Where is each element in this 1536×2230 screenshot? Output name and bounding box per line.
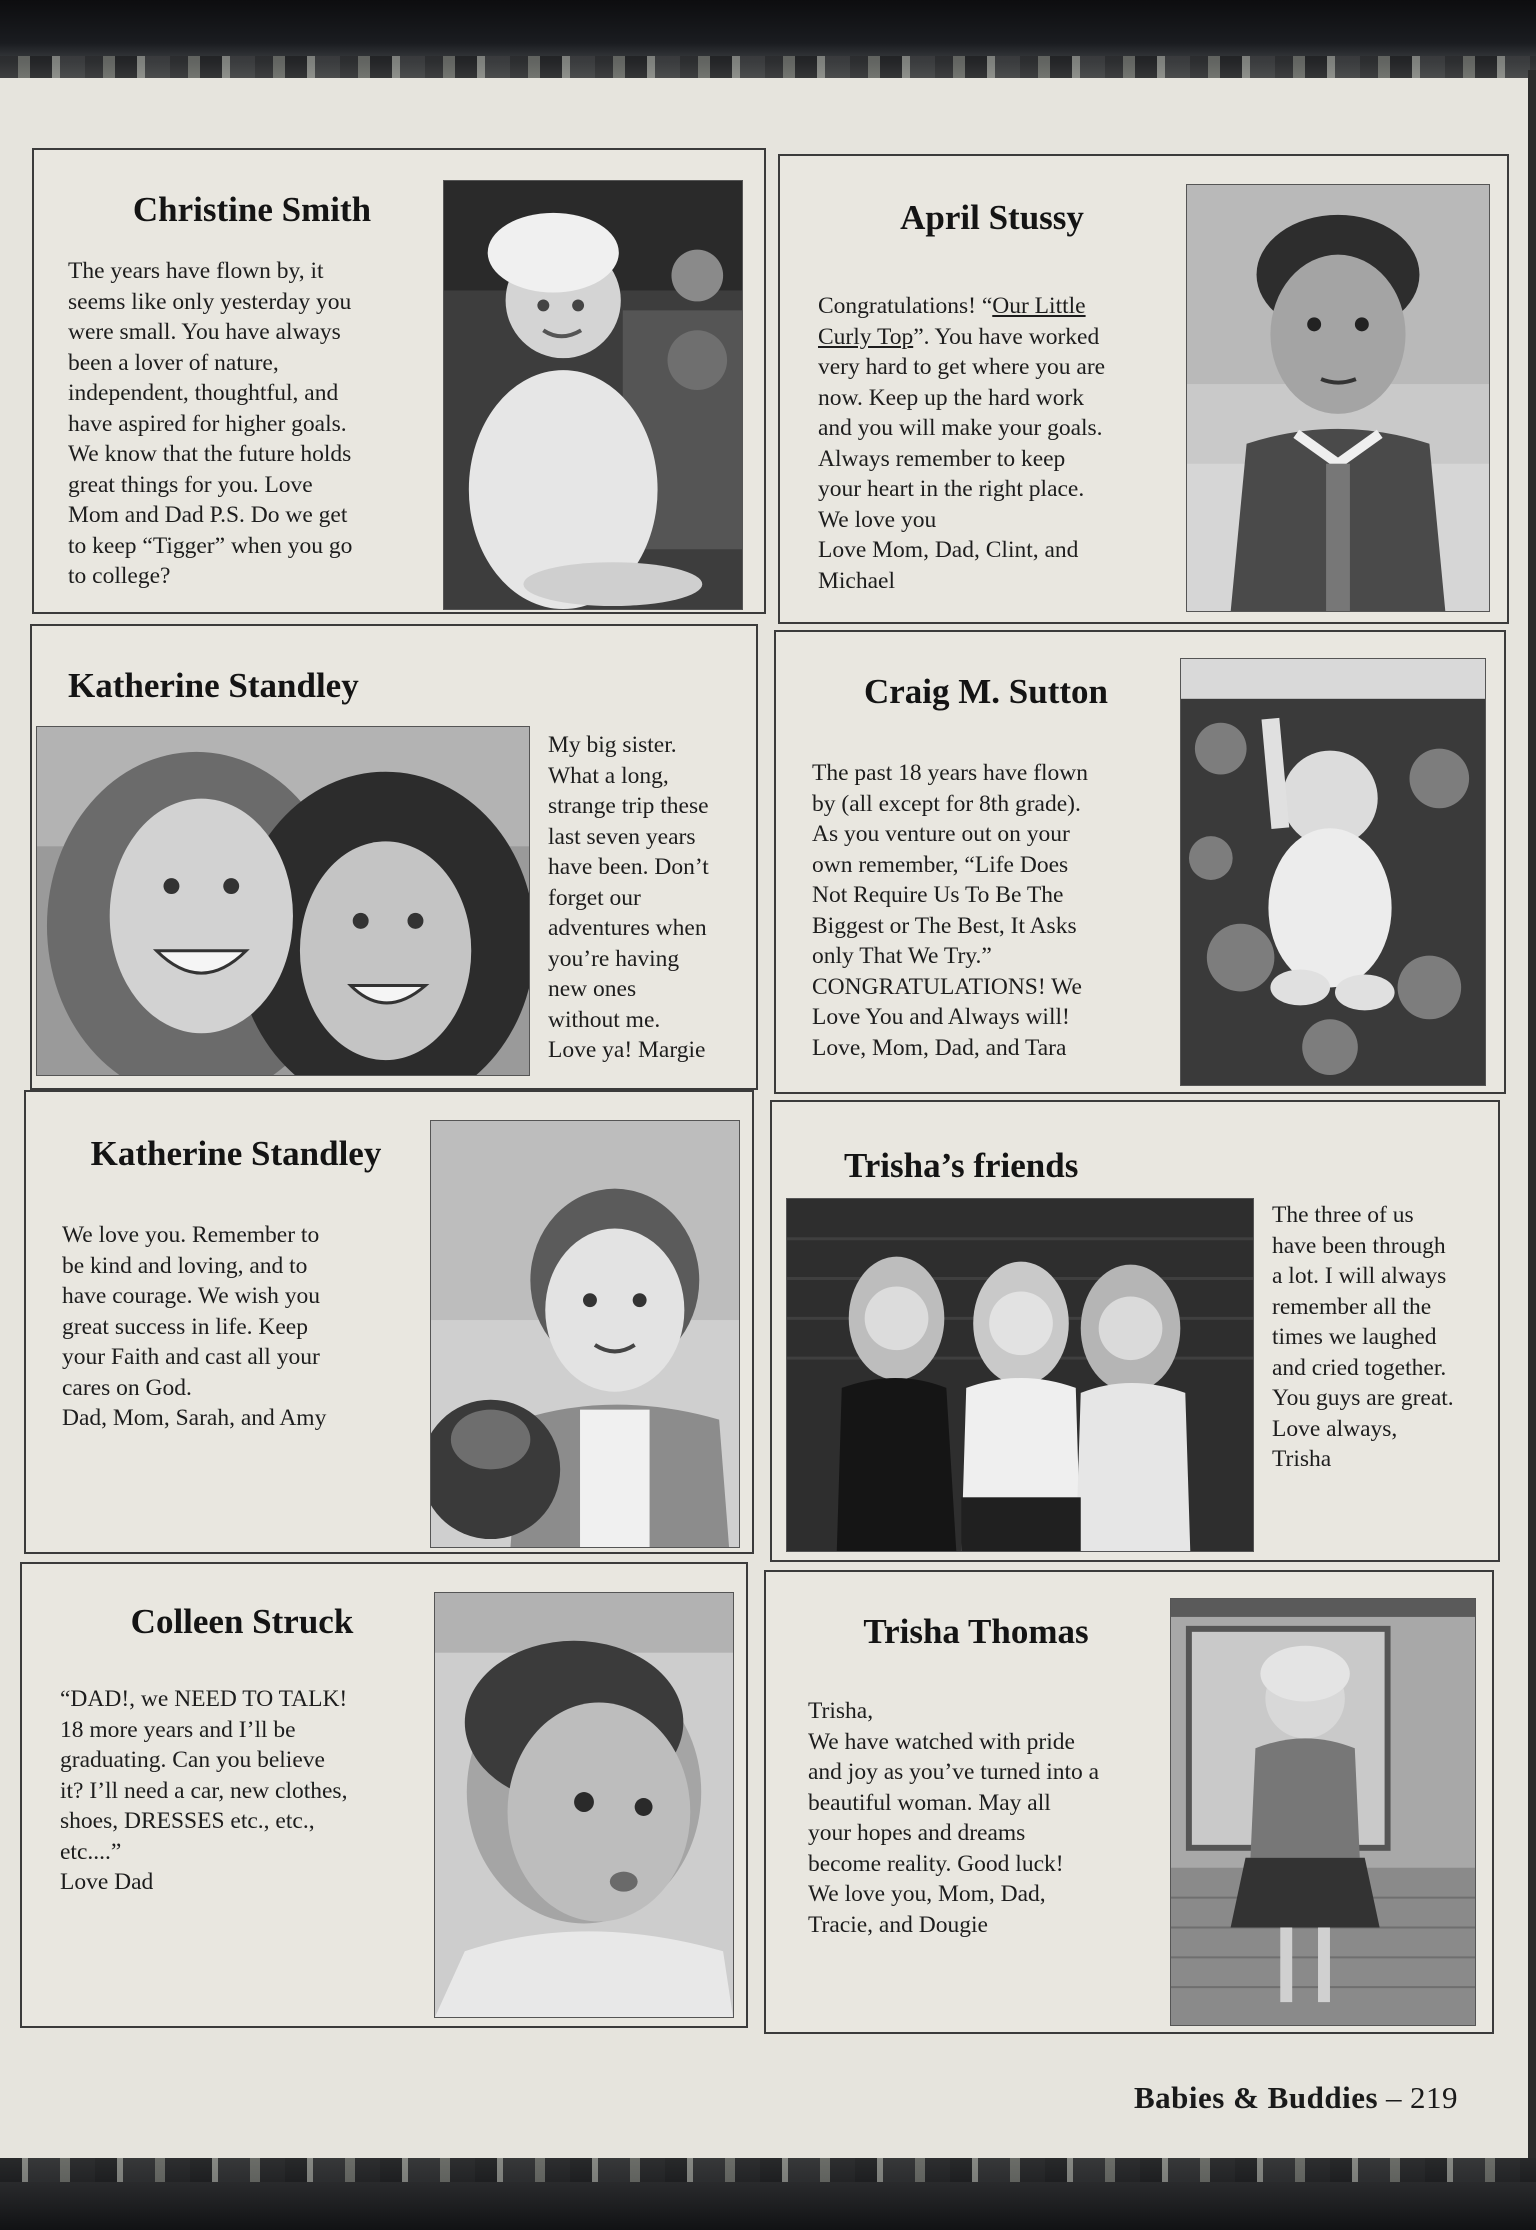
ad-message-line: a lot. I will always	[1272, 1263, 1447, 1289]
ad-message-line: last seven years	[548, 823, 696, 850]
ad-message	[60, 1684, 347, 1898]
ad-message-line: own remember, “Life Does	[812, 851, 1069, 878]
ad-message-line: were small. You have always	[68, 319, 341, 345]
ad-message-line: it? I’ll need a car, new clothes,	[60, 1777, 348, 1804]
ad-message-line: Dad, Mom, Sarah, and Amy	[62, 1405, 327, 1431]
ad-text: ”. You have worked	[913, 323, 1100, 350]
ad-message-line: Love You and Always will!	[812, 1004, 1070, 1030]
baby-photo	[430, 1120, 740, 1548]
ad-message-line: What a long,	[548, 762, 669, 789]
ad-panel-craig-sutton	[774, 630, 1506, 1094]
friends-photo	[36, 726, 530, 1076]
ad-message-line: your heart in the right place.	[818, 476, 1085, 502]
ad-message-line: The years have flown by, it	[68, 258, 324, 284]
ad-message-line: We love you	[818, 506, 937, 533]
ad-message-line: Love, Mom, Dad, and Tara	[812, 1034, 1067, 1061]
ad-message-line: Love ya! Margie	[548, 1037, 706, 1063]
ad-message-line: Michael	[818, 567, 895, 594]
ad-message-line: and you will make your goals.	[818, 415, 1103, 441]
ad-message-line: adventures when	[548, 915, 707, 941]
ad-message-line: independent, thoughtful, and	[68, 380, 339, 406]
ad-message-line: You guys are great.	[1272, 1385, 1454, 1411]
ad-message	[808, 1696, 1099, 1940]
ad-message-line: and joy as you’ve turned into a	[808, 1759, 1100, 1785]
page-scan-bottom-edge	[0, 2158, 1536, 2230]
ad-panel-christine-smith	[32, 148, 766, 614]
ad-message-line: remember all the	[1272, 1293, 1432, 1320]
ad-message-line: Biggest or The Best, It Asks	[812, 912, 1077, 939]
ad-message-line: Tracie, and Dougie	[808, 1911, 988, 1938]
section-title: Babies & Buddies	[1134, 2080, 1379, 2115]
ad-message-line: now. Keep up the hard work	[818, 384, 1085, 411]
ad-message-line: you’re having	[548, 945, 680, 972]
ad-message-line: 18 more years and I’ll be	[60, 1716, 296, 1743]
ad-message-line: without me.	[548, 1006, 661, 1033]
ad-name: Trisha Thomas	[863, 1612, 1089, 1651]
ad-message-line: We have watched with pride	[808, 1728, 1075, 1755]
ad-message-line: great things for you. Love	[68, 471, 313, 498]
friends-photo	[786, 1198, 1254, 1552]
ad-panel-katherine-standley-family	[24, 1090, 754, 1554]
ad-message-line: We know that the future holds	[68, 441, 352, 467]
ad-message-line: Trisha,	[808, 1698, 874, 1724]
ad-message	[68, 256, 352, 592]
baby-photo	[434, 1592, 734, 2018]
ad-message-line: We love you, Mom, Dad,	[808, 1881, 1046, 1907]
ad-message-line: have been through	[1272, 1232, 1446, 1259]
ad-message	[818, 291, 1105, 596]
ad-message-line: very hard to get where you are	[818, 354, 1106, 380]
ad-panel-katherine-standley-sister	[30, 624, 758, 1090]
page-scan-right-edge	[1528, 70, 1536, 2170]
ad-panel-trishas-friends	[770, 1100, 1500, 1562]
ad-message-line: shoes, DRESSES etc., etc.,	[60, 1808, 315, 1834]
ad-message-line: graduating. Can you believe	[60, 1747, 325, 1773]
ad-message	[548, 730, 709, 1066]
ad-name: Christine Smith	[132, 190, 372, 229]
ad-message-line: strange trip these	[548, 793, 709, 819]
ad-panel-april-stussy	[778, 154, 1509, 624]
ad-message-line: have been. Don’t	[548, 854, 709, 880]
ad-message-line: to keep “Tigger” when you go	[68, 532, 353, 559]
ad-message-line: times we laughed	[1272, 1324, 1437, 1350]
ad-message-line: My big sister.	[548, 732, 677, 758]
ad-message-line: Trisha	[1272, 1446, 1332, 1472]
ad-message-line: by (all except for 8th grade).	[812, 790, 1081, 817]
ad-message-line: and cried together.	[1272, 1354, 1447, 1381]
ad-name: Katherine Standley	[68, 666, 359, 705]
baby-photo	[1170, 1598, 1476, 2026]
ad-message-line: CONGRATULATIONS! We	[812, 973, 1082, 1000]
ad-name: Katherine Standley	[90, 1134, 382, 1173]
ad-panel-colleen-struck	[20, 1562, 748, 2028]
ad-message-line: We love you. Remember to	[62, 1222, 320, 1248]
ad-message-line: have aspired for higher goals.	[68, 410, 347, 437]
ad-message-line: been a lover of nature,	[68, 349, 279, 376]
ad-message-line: “DAD!, we NEED TO TALK!	[60, 1686, 348, 1712]
ad-message-line: to college?	[68, 563, 171, 589]
ad-message-line: Love Mom, Dad, Clint, and	[818, 537, 1079, 563]
baby-photo	[1180, 658, 1486, 1086]
baby-photo	[443, 180, 743, 610]
ad-name: Craig M. Sutton	[863, 672, 1109, 711]
ad-text: Congratulations! “	[818, 293, 993, 319]
ad-panel-trisha-thomas	[764, 1570, 1494, 2034]
ad-message-line: Love Dad	[60, 1869, 154, 1895]
ad-message-line: The past 18 years have flown	[812, 760, 1089, 786]
ad-message-line: great success in life. Keep	[62, 1313, 308, 1340]
ad-name: Colleen Struck	[130, 1602, 354, 1641]
ad-message-line: become reality. Good luck!	[808, 1850, 1064, 1877]
baby-photo	[1186, 184, 1490, 612]
ad-message	[812, 758, 1088, 1063]
ad-message-line: etc....”	[60, 1838, 122, 1865]
page-scan-top-edge	[0, 0, 1536, 78]
ad-message-line: only That We Try.”	[812, 943, 992, 969]
ad-message-line: As you venture out on your	[812, 821, 1070, 847]
ad-message-line: be kind and loving, and to	[62, 1252, 308, 1279]
ad-message	[1272, 1200, 1454, 1475]
ad-text-underlined: Our Little	[992, 293, 1086, 319]
ad-message-line: Always remember to keep	[818, 445, 1066, 472]
ad-message-line: Mom and Dad P.S. Do we get	[68, 502, 348, 528]
ad-message-line: your hopes and dreams	[808, 1820, 1026, 1846]
ad-message-line: seems like only yesterday you	[68, 288, 352, 315]
ad-name: Trisha’s friends	[844, 1146, 1079, 1185]
ad-message-line: your Faith and cast all your	[62, 1344, 320, 1370]
ad-name: April Stussy	[900, 198, 1084, 237]
ad-message-line: have courage. We wish you	[62, 1283, 321, 1309]
ad-message-line: The three of us	[1272, 1202, 1414, 1228]
footer-separator: –	[1386, 2080, 1403, 2115]
ad-text-underlined: Curly Top	[818, 323, 914, 350]
ad-message-line: forget our	[548, 884, 641, 911]
page-footer	[1134, 2080, 1458, 2116]
ad-message	[62, 1220, 326, 1434]
ad-message-line: Love always,	[1272, 1415, 1398, 1442]
ad-message-line: cares on God.	[62, 1374, 192, 1401]
ad-message-line: beautiful woman. May all	[808, 1789, 1051, 1816]
ad-message-line: new ones	[548, 976, 637, 1002]
page-number: 219	[1410, 2080, 1459, 2115]
ad-message-line: Not Require Us To Be The	[812, 882, 1064, 908]
